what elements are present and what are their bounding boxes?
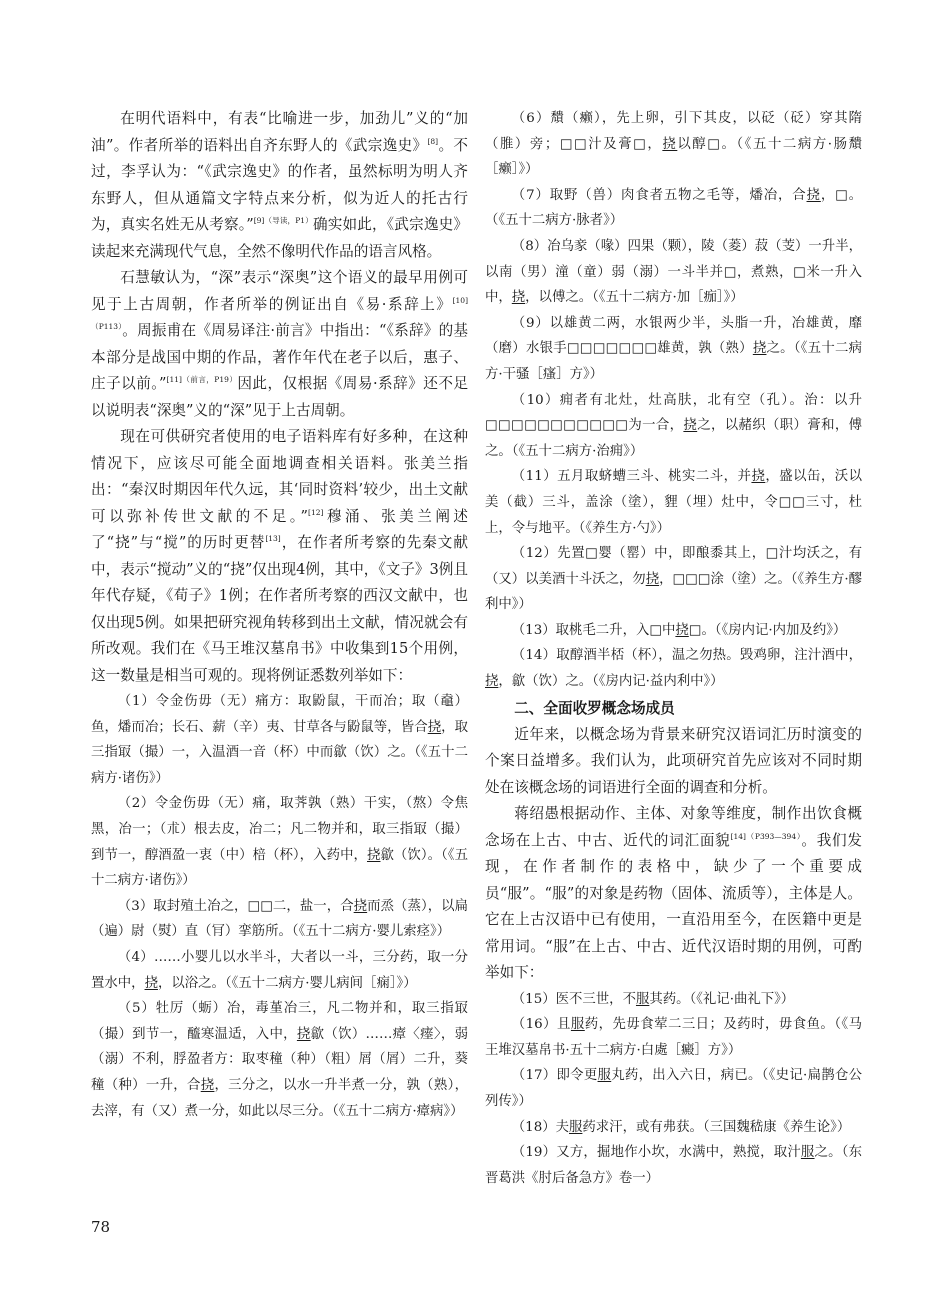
- underlined-keyword: 服: [597, 1068, 612, 1084]
- text-run: （8）冶乌豙（喙）四果（颗），陵（菱）菽（芰）一升半，以南（男）潼（童）弱（溺）一斗半并□，煮熟，□米一升入中，: [485, 238, 862, 306]
- text-run: ，取三指冣（撮）一，入温酒一音（杯）中而歙（饮）之。（《五十二病方·诸伤》）: [91, 719, 469, 786]
- page-number: 78: [91, 1218, 111, 1236]
- underlined-keyword: 挠: [645, 571, 660, 587]
- text-run: （12）先置□婴（罂）中，即酿黍其上，□汁均沃之，有（又）以美酒十斗沃之，勿: [485, 546, 862, 587]
- text-run: （4）……小婴儿以水半斗，大者以一斗，三分药，取一分置水中，: [91, 949, 468, 991]
- text-run: ，□。（《五十二病方·脉者》）: [485, 187, 862, 229]
- right-column: [485, 106, 862, 1191]
- text-run: （10）痈者有北灶，灶高肤，北有空（孔）。治：以升□□□□□□□□□□□为一合，: [485, 392, 862, 434]
- example-paragraph: [91, 689, 468, 791]
- underlined-keyword: 挠: [353, 898, 368, 914]
- citation-marker: [13]: [265, 534, 281, 543]
- underlined-keyword: 服: [570, 1017, 585, 1033]
- text-run: 以醇□。（《五十二病方·肠穨［癞］》）: [485, 136, 862, 178]
- example-paragraph: [485, 388, 862, 465]
- body-paragraph: [485, 801, 862, 987]
- text-run: （9）以雄黄二两，水银两少半，头脂一升，冶雄黄，靡（磨）水银手□□□□□□□雄黄，孰（熟）: [485, 315, 862, 357]
- text-run: （11）五月取蛴螬三斗、桃实二斗，并: [511, 469, 752, 485]
- citation-marker: [11]（前言，P19）: [166, 375, 238, 384]
- text-run: 丸药，出入六日，病已。（《史记·扁鹊仓公列传》）: [485, 1068, 862, 1110]
- text-run: （19）又方，掘地作小坎，水满中，熟搅，取汁: [511, 1145, 801, 1161]
- example-paragraph: [485, 464, 862, 541]
- text-run: 而烝（蒸），以扁（遍）尉（熨）直（肎）挛筋所。（《五十二病方·婴儿索痉》）: [91, 898, 469, 940]
- underlined-keyword: 挠: [683, 418, 698, 434]
- text-run: 现在可供研究者使用的电子语料库有好多种，在这种情况下，应该尽可能全面地调查相关语料。张美兰指出：“秦汉时期因年代久远，其‘同时资料’较少，出土文献可以弥补传世文献的不足。”: [91, 428, 468, 525]
- underlined-keyword: 挠: [675, 622, 689, 638]
- citation-marker: [9]（导读，P1）: [253, 216, 313, 225]
- text-run: （13）取桃毛二升，入□中: [511, 622, 676, 638]
- underlined-keyword: 挠: [144, 975, 158, 991]
- text-run: 歙（饮）。（《五十二病方·诸伤》）: [91, 847, 468, 889]
- text-run: □。（《房内记·内加及约》）: [688, 622, 847, 638]
- citation-marker: [14]（P393—394）: [730, 831, 802, 841]
- text-run: ，歙（饮）之。（《房内记·益内利中》）: [498, 674, 724, 690]
- text-run: 其药。（《礼记·曲礼下》）: [649, 991, 795, 1007]
- text-run: 。我们发现，在作者制作的表格中，缺少了一个重要成员“服”。“服”的对象是药物（固体、流质等），主体是人。它在上古汉语中已有使用，一直沿用至今，在医籍中更是常用词。“服”在上古、中古、近代汉语时期的用例，可酌举如下：: [485, 831, 862, 982]
- text-run: （3）取封殖土冶之，□□二，盐一，合: [117, 898, 354, 914]
- body-paragraph: [485, 722, 862, 802]
- text-run: （18）夫: [511, 1119, 570, 1135]
- text-run: 石慧敏认为，“深”表示“深奥”这个语义的最早用例可见于上古周朝，作者所举的例证出自《易·系辞上》: [91, 269, 468, 313]
- underlined-keyword: 挠: [485, 674, 499, 690]
- text-run: ，□□□涂（塗）之。（《养生方·醪利中》）: [485, 571, 863, 613]
- example-paragraph: [485, 1115, 862, 1141]
- underlined-keyword: 服: [800, 1145, 815, 1161]
- underlined-keyword: 挠: [751, 469, 766, 485]
- example-paragraph: [485, 183, 862, 234]
- example-paragraph: [485, 1012, 862, 1063]
- text-run: 在明代语料中，有表“比喻进一步，加劲儿”义的“加油”。作者所举的语料出自齐东野人的《武宗逸史》: [91, 110, 468, 154]
- text-run: 。周振甫在《周易译注·前言》中指出：“《系辞》的基本部分是战国中期的作品，著作年代在老子以后，惠子、庄子以前。”: [91, 322, 468, 392]
- text-run: 近年来，以概念场为背景来研究汉语词汇历时演变的个案日益增多。我们认为，此项研究首先应该对不同时期处在该概念场的词语进行全面的调查和分析。: [485, 725, 862, 796]
- text-run: 确实如此，《武宗逸史》读起来充满现代气息，全然不像明代作品的语言风格。: [91, 216, 468, 260]
- text-run: （2）令金伤毋（无）痛，取荠孰（熟）干实，（熬）令焦黑，冶一；（朮）根去皮，冶二；凡二物并和，取三指冣（撮）到节一，醇酒盈一衷（中）棓（杯），入药中，: [91, 796, 468, 863]
- text-run: （6）穨（癞），先上卵，引下其皮，以砭（砭）穿其隋（脽）旁；□□汁及膏□，: [485, 111, 862, 152]
- underlined-keyword: 挠: [662, 136, 678, 152]
- text-run: 药，先毋食荤二三日；及药时，毋食鱼。（《马王堆汉墓帛书·五十二病方·白處［癜］方》）: [485, 1017, 863, 1058]
- underlined-keyword: 服: [569, 1119, 583, 1135]
- underlined-keyword: 挠: [367, 847, 381, 863]
- text-run: 二、全面收罗概念场成员: [514, 699, 675, 717]
- example-paragraph: [91, 945, 468, 996]
- example-paragraph: [485, 234, 862, 311]
- text-run: （7）取野（兽）肉食者五物之毛等，燔冶，合: [511, 187, 807, 203]
- text-run: 歙（饮）……瘴〈瘗〉，弱（溺）不利，脬盈者方：取枣穜（种）（粗）屑（屑）二升，葵穜（种）一升，合: [91, 1026, 468, 1093]
- body-paragraph: [91, 424, 468, 689]
- example-paragraph: [91, 791, 468, 893]
- underlined-keyword: 挠: [200, 1077, 215, 1093]
- example-paragraph: [485, 1140, 862, 1191]
- left-column: [91, 106, 468, 1124]
- text-run: ，盛以缶，沃以美（截）三斗，盖涂（塗），貍（埋）灶中，令□□三寸，杜上，令与地平。（《养生方·勺》）: [485, 469, 863, 536]
- example-paragraph: [485, 618, 862, 644]
- text-run: ，以浴之。（《五十二病方·婴儿病间［痫］》）: [157, 975, 417, 991]
- text-run: （14）取醇酒半桮（杯），温之勿热。毁鸡卵，注汁酒中，: [511, 648, 862, 664]
- text-run: 之。（东晋葛洪《肘后备急方》卷一）: [485, 1145, 862, 1186]
- example-paragraph: [91, 894, 468, 945]
- text-run: （1）令金伤毋（无）痛方：取鼢鼠，干而冶；取（鼀）鱼，燔而冶；长石、薪（辛）夷、甘草各与鼢鼠等，皆合: [91, 694, 468, 735]
- citation-marker: [10]（P113）: [91, 295, 468, 331]
- text-run: 穆涌、张美兰阐述了“挠”与“搅”的历时更替: [91, 507, 468, 551]
- underlined-keyword: 挠: [511, 290, 526, 306]
- example-paragraph: [485, 311, 862, 388]
- text-run: （17）即令更: [511, 1068, 598, 1084]
- underlined-keyword: 挠: [752, 341, 767, 357]
- text-run: 之，以赭织（职）膏和，傅之。（《五十二病方·治痈》）: [485, 418, 863, 459]
- text-run: 蒋绍愚根据动作、主体、对象等维度，制作出饮食概念场在上古、中古、近代的词汇面貌: [485, 805, 862, 849]
- example-paragraph: [485, 541, 862, 618]
- example-paragraph: [485, 1063, 862, 1114]
- text-run: 。不过，李孚认为：“《武宗逸史》的作者，虽然标明为明人齐东野人，但从通篇文字特点来分析，似为近人的托古行为，真实名姓无从考察。”: [91, 136, 468, 233]
- text-run: （15）医不三世，不: [511, 991, 636, 1007]
- example-paragraph: [485, 987, 862, 1013]
- body-paragraph: [91, 106, 468, 265]
- text-run: 因此，仅根据《周易·系辞》还不足以说明表“深奥”义的“深”见于上古周朝。: [91, 375, 468, 419]
- example-paragraph: [485, 643, 862, 694]
- text-run: （16）且: [511, 1017, 571, 1033]
- underlined-keyword: 挠: [296, 1026, 311, 1042]
- underlined-keyword: 挠: [427, 719, 442, 735]
- citation-marker: [12]: [308, 507, 324, 517]
- example-paragraph: [91, 996, 468, 1124]
- underlined-keyword: 服: [635, 991, 650, 1007]
- text-run: ，以傅之。（《五十二病方·加［痂］》）: [525, 290, 744, 306]
- text-run: 药求汗，或有弗获。（三国魏嵇康《养生论》）: [582, 1119, 851, 1135]
- underlined-keyword: 挠: [806, 187, 821, 203]
- text-run: ，三分之，以水一升半煮一分，孰（熟），去滓，有（又）煮一分，如此以尽三分。（《五十二病方·瘴病》）: [91, 1077, 468, 1119]
- body-paragraph: [91, 265, 468, 424]
- section-heading: [485, 695, 862, 722]
- text-run: ，在作者所考察的先秦文献中，表示“搅动”义的“挠”仅出现4例，其中，《文子》3例且年代存疑，《荀子》1例；在作者所考察的西汉文献中，也仅出现5例。如果把研究视角转移到出土文献，情况就会有所改观。我们在《马王堆汉墓帛书》中收集到15个用例，这一数量是相当可观的。现将例证悉数列举如下：: [91, 534, 468, 684]
- text-run: 之。（《五十二病方·干骚［瘙］方》）: [485, 341, 863, 382]
- example-paragraph: [485, 106, 862, 183]
- citation-marker: [8]: [427, 136, 439, 146]
- text-run: （5）牡厉（蛎）冶，毒堇冶三，凡二物并和，取三指冣（撮）到节一，醯寒温适，入中，: [91, 1001, 468, 1042]
